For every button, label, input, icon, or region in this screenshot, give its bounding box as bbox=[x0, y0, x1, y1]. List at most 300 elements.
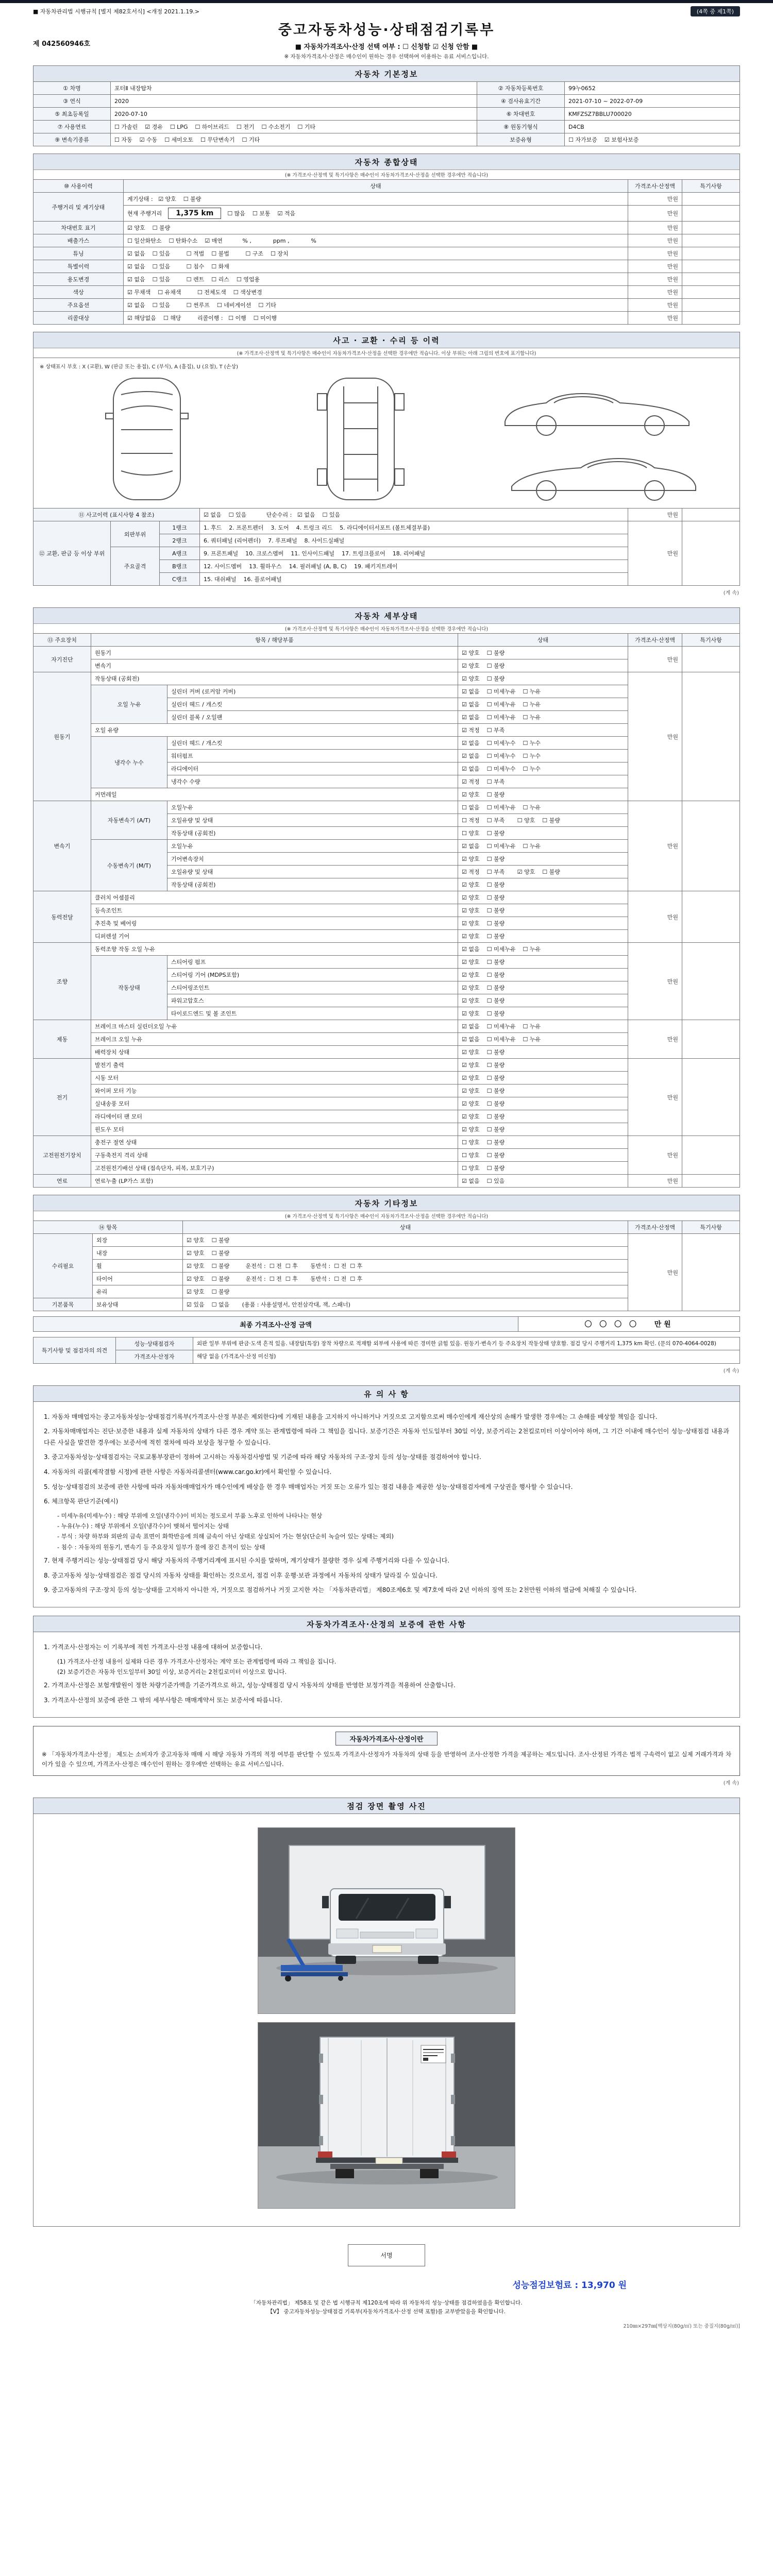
price-survey-definition-box bbox=[33, 1726, 740, 1776]
field-label: 특기사항 bbox=[682, 180, 740, 193]
field-value: 2020-07-10 bbox=[111, 108, 477, 121]
field-label: ⑦ 사용연료 bbox=[33, 121, 111, 133]
field-value bbox=[682, 891, 740, 943]
price-unit-cell: 만원 bbox=[628, 1020, 682, 1059]
continued-marker: (계 속) bbox=[723, 1780, 739, 1786]
table-row bbox=[33, 133, 740, 146]
field-value: 작동상태 (공회전) bbox=[91, 672, 458, 685]
table-row bbox=[33, 1350, 740, 1363]
table-row bbox=[33, 1175, 740, 1188]
section-title: 자동차 기타정보 bbox=[355, 1199, 418, 1208]
state-checkbox-cell[interactable]: ☑ 양호 ☐ 불량 bbox=[458, 672, 628, 685]
page-number-badge: (4쪽 중 제1쪽) bbox=[691, 6, 740, 16]
car-right-side-diagram[interactable] bbox=[497, 441, 703, 502]
final-table bbox=[33, 1316, 740, 1332]
field-label: C랭크 bbox=[160, 573, 200, 586]
form-reference: ■ 자동차관리법 시행규칙 [별지 제82호서식] <개정 2021.1.19.> bbox=[33, 8, 200, 15]
state-checkbox-cell[interactable]: ☑ 양호 ☐ 불량 bbox=[458, 904, 628, 917]
field-value: 커먼레일 bbox=[91, 788, 458, 801]
field-value: 작동상태 (공회전) bbox=[167, 878, 458, 891]
state-checkbox-cell[interactable]: ☐ 양호 ☐ 불량 bbox=[458, 1149, 628, 1162]
table-row bbox=[33, 801, 740, 814]
field-value: 클러치 어셈블리 bbox=[91, 891, 458, 904]
table-row bbox=[33, 672, 740, 685]
notice-item: 8. 중고자동차 성능·상태점검은 점검 당시의 자동차 상태를 확인하는 것으로서, 점검 이후 운행·보관 과정에서 자동차의 상태가 달라질 수 있습니다. bbox=[44, 1571, 438, 1579]
state-checkbox-cell[interactable]: ☑ 없음 ☐ 미세누유 ☐ 누유 bbox=[458, 1033, 628, 1046]
accident-history-section bbox=[33, 332, 740, 586]
field-value: 와이퍼 모터 기능 bbox=[91, 1084, 458, 1097]
table-row bbox=[33, 943, 740, 956]
field-value bbox=[682, 521, 740, 586]
field-value: 오일누유 bbox=[167, 840, 458, 853]
field-value bbox=[682, 509, 740, 521]
table-row bbox=[33, 1317, 740, 1332]
field-value: 9. 프론트패널 10. 크로스멤버 11. 인사이드패널 17. 트렁크플로어 18. 리어패널 bbox=[200, 547, 628, 560]
state-checkbox-cell[interactable]: ☑ 없음 ☐ 있음 단순수리 : ☑ 없음 ☐ 있음 bbox=[200, 509, 628, 521]
section-note: (※ 가격조사·산정액 및 특기사항은 매수인이 자동차가격조사·산정을 선택한 경우에만 적습니다) bbox=[33, 1211, 740, 1221]
field-label: 용도변경 bbox=[33, 273, 124, 286]
field-label: 수리필요 bbox=[33, 1234, 93, 1298]
state-checkbox-cell[interactable]: ☑ 양호 ☐ 불량 bbox=[458, 788, 628, 801]
field-value: 실린더 커버 (로커암 커버) bbox=[167, 685, 458, 698]
price-unit-cell: 만원 bbox=[628, 234, 682, 247]
field-value: 휠 bbox=[93, 1260, 183, 1273]
field-value: 연료누출 (LP가스 포함) bbox=[91, 1175, 458, 1188]
field-label: ⑧ 원동기형식 bbox=[477, 121, 565, 133]
field-label: 튜닝 bbox=[33, 247, 124, 260]
field-label: 기본품목 bbox=[33, 1298, 93, 1311]
accident-table-host bbox=[33, 508, 740, 586]
state-checkbox-cell[interactable]: ☑ 양호 ☐ 불량 bbox=[458, 1072, 628, 1084]
remarks-table bbox=[33, 1337, 740, 1364]
state-checkbox-cell[interactable]: ☑ 양호 ☐ 불량 bbox=[458, 878, 628, 891]
state-checkbox-cell[interactable]: ☑ 없음 ☐ 있음 ☐ 썬루프 ☐ 네비게이션 ☐ 기타 bbox=[124, 299, 628, 312]
state-checkbox-cell[interactable]: ☑ 양호 ☐ 불량 bbox=[183, 1247, 628, 1260]
price-unit-cell: 만원 bbox=[628, 1234, 682, 1311]
photo-front-truck bbox=[258, 1828, 515, 2013]
table-row bbox=[33, 521, 740, 534]
field-value: 해당 없음 (가격조사·산정 미신청) bbox=[193, 1350, 740, 1363]
field-value: 타이어 bbox=[93, 1273, 183, 1285]
scan-top-edge bbox=[0, 0, 773, 3]
field-label: 제동 bbox=[33, 1020, 91, 1059]
field-value: 스티어링조인트 bbox=[167, 981, 458, 994]
guarantee-item: 1. 가격조사·산정자는 이 기록부에 적힌 가격조사·산정 내용에 대하여 보증합니다. bbox=[44, 1643, 263, 1651]
table-row bbox=[33, 1337, 740, 1350]
field-label: A랭크 bbox=[160, 547, 200, 560]
table-row bbox=[33, 286, 740, 299]
page-chunk-1 bbox=[33, 65, 740, 596]
field-value: 동력조향 작동 오일 누유 bbox=[91, 943, 458, 956]
field-value: 추진축 및 베어링 bbox=[91, 917, 458, 930]
state-checkbox-cell[interactable]: ☑ 양호 ☐ 불량 bbox=[124, 222, 628, 234]
signature-field[interactable] bbox=[348, 2244, 425, 2266]
basic-info-table-host bbox=[33, 81, 740, 146]
notice-section bbox=[33, 1385, 740, 1608]
field-value: 실린더 헤드 / 개스킷 bbox=[167, 737, 458, 750]
insurance-label: 성능점검보험료 : bbox=[512, 2280, 579, 2291]
field-label: ⑭ 항목 bbox=[33, 1221, 183, 1234]
field-value: 2020 bbox=[111, 95, 477, 108]
table-row bbox=[33, 1020, 740, 1033]
field-value bbox=[682, 299, 740, 312]
state-checkbox-cell[interactable]: ☑ 없음 ☐ 미세누유 ☐ 누유 bbox=[458, 943, 628, 956]
field-value bbox=[682, 1059, 740, 1136]
state-checkbox-cell[interactable]: ☑ 양호 ☐ 불량 bbox=[458, 994, 628, 1007]
state-checkbox-cell[interactable]: ☑ 해당없음 ☐ 해당 리콜이행 : ☐ 이행 ☐ 미이행 bbox=[124, 312, 628, 325]
field-label: 주요골격 bbox=[111, 547, 160, 586]
state-checkbox-cell[interactable]: ☑ 양호 ☐ 불량 bbox=[458, 1059, 628, 1072]
page-chunk-2 bbox=[33, 607, 740, 1374]
state-checkbox-cell[interactable]: ☑ 양호 ☐ 불량 bbox=[458, 659, 628, 672]
field-value: 등속조인트 bbox=[91, 904, 458, 917]
footer-line-2: 【Ⅴ】 중고자동차성능·상태점검 기록부(자동차가격조사·산정 선택 포함)를 교부받았음을 확인합니다. bbox=[267, 2309, 506, 2315]
state-checkbox-cell[interactable]: ☑ 양호 ☐ 불량 bbox=[458, 1046, 628, 1059]
price-unit-cell: 만원 bbox=[628, 1136, 682, 1175]
inspection-photo-rear bbox=[258, 2022, 515, 2209]
state-checkbox-cell[interactable]: ☑ 없음 ☐ 있음 ☐ 침수 ☐ 화재 bbox=[124, 260, 628, 273]
price-unit-cell: 만원 bbox=[628, 260, 682, 273]
continued-marker: (계 속) bbox=[723, 590, 739, 596]
field-value: 오일유량 및 상태 bbox=[167, 866, 458, 878]
state-checkbox-cell[interactable]: ☐ 자가보증 ☑ 보험사보증 bbox=[565, 133, 740, 146]
definition-title: 자동차가격조사·산정이란 bbox=[335, 1732, 437, 1745]
comp-table bbox=[33, 179, 740, 325]
state-checkbox-cell[interactable]: ☑ 양호 ☐ 불량 운전석 : ☐ 전 ☐ 후 동반석 : ☐ 전 ☐ 후 bbox=[183, 1273, 628, 1285]
field-label: 가격조사·산정액 bbox=[628, 1221, 682, 1234]
price-unit-cell: 만원 bbox=[628, 647, 682, 672]
state-checkbox-cell[interactable]: ☑ 양호 ☐ 불량 bbox=[458, 1123, 628, 1136]
table-row bbox=[33, 1059, 740, 1072]
field-value: 보유상태 bbox=[93, 1298, 183, 1311]
state-checkbox-cell[interactable]: ☑ 양호 ☐ 불량 bbox=[458, 930, 628, 943]
price-unit-cell: 만원 bbox=[628, 273, 682, 286]
field-label: 변속기 bbox=[33, 801, 91, 891]
notice-subitem: - 부식 : 차량 하부와 외판의 금속 표면이 화학반응에 의해 금속이 아닌 상태로 상실되어 가는 현상(단순히 녹슬어 있는 상태는 제외) bbox=[57, 1533, 394, 1540]
state-checkbox-cell[interactable]: ☐ 없음 ☐ 미세누유 ☐ 누유 bbox=[458, 801, 628, 814]
field-value: 파워고압호스 bbox=[167, 994, 458, 1007]
table-row bbox=[33, 634, 740, 647]
state-checkbox-cell[interactable]: ☑ 없음 ☐ 미세누유 ☐ 누유 bbox=[458, 1020, 628, 1033]
field-value: 디퍼렌셜 기어 bbox=[91, 930, 458, 943]
current-mileage-value: 1,375 km bbox=[168, 208, 221, 219]
field-label: 조향 bbox=[33, 943, 91, 1020]
state-checkbox-cell[interactable]: ☑ 없음 ☐ 미세누수 ☐ 누수 bbox=[458, 737, 628, 750]
signature-label: 서명 bbox=[380, 2251, 393, 2259]
car-left-side-diagram[interactable] bbox=[497, 376, 703, 437]
accident-table bbox=[33, 508, 740, 586]
title-block bbox=[33, 19, 740, 60]
state-checkbox-cell[interactable]: ☑ 양호 ☐ 불량 bbox=[458, 647, 628, 659]
price-survey-choice[interactable]: ■ 자동차가격조사·산정 선택 여부 : ☐ 신청함 ☑ 신청 안함 ■ bbox=[295, 43, 478, 51]
field-value: 99누0652 bbox=[565, 82, 740, 95]
state-mark-legend: ※ 상태표시 부호 : X (교환), W (판금 또는 용접), C (부식), A (흠집), U (요철), T (손상) bbox=[40, 364, 239, 370]
field-value: 유리 bbox=[93, 1285, 183, 1298]
photos-area bbox=[33, 1814, 740, 2227]
field-label: 리콜대상 bbox=[33, 312, 124, 325]
mileage-prefix: 현재 주행거리 bbox=[127, 210, 162, 217]
state-checkbox-cell[interactable]: ☑ 양호 ☐ 불량 bbox=[458, 1084, 628, 1097]
table-row bbox=[33, 180, 740, 193]
comprehensive-table-host bbox=[33, 179, 740, 325]
table-row bbox=[33, 82, 740, 95]
notice-subitem: - 침수 : 자동차의 원동기, 변속기 등 주요장치 일부가 물에 잠긴 흔적이 있는 상태 bbox=[57, 1543, 265, 1551]
detail-table-host bbox=[33, 633, 740, 1188]
detail-state-section bbox=[33, 607, 740, 1188]
notice-subitem: - 미세누유(미세누수) : 해당 부위에 오일(냉각수)이 비치는 정도로서 부품 노후로 인하여 나타나는 현상 bbox=[57, 1512, 323, 1519]
field-value: 기어변속장치 bbox=[167, 853, 458, 866]
field-label: ⑥ 차대번호 bbox=[477, 108, 565, 121]
mileage-cell[interactable] bbox=[124, 206, 628, 222]
field-label: ⑨ 변속기종류 bbox=[33, 133, 111, 146]
state-checkbox-cell[interactable]: ☑ 양호 ☐ 불량 bbox=[458, 1110, 628, 1123]
field-value: 라디에이터 팬 모터 bbox=[91, 1110, 458, 1123]
field-value: 원동기 bbox=[91, 647, 458, 659]
state-checkbox-cell[interactable]: ☑ 양호 ☐ 불량 bbox=[458, 891, 628, 904]
inspection-photo-front bbox=[258, 1827, 515, 2014]
field-label: ⑤ 최초등록일 bbox=[33, 108, 111, 121]
field-value: 충전구 절연 상태 bbox=[91, 1136, 458, 1149]
section-note: (※ 가격조사·산정액 및 특기사항은 매수인이 자동차가격조사·산정을 선택한 경우에만 적습니다) bbox=[33, 170, 740, 179]
section-header-guarantee bbox=[33, 1616, 740, 1632]
state-checkbox-cell[interactable]: ☐ 일산화탄소 ☐ 탄화수소 ☑ 매연 % , ppm , % bbox=[124, 234, 628, 247]
document-title: 중고자동차성능·상태점검기록부 bbox=[278, 22, 495, 38]
footer-line-1: 「자동차관리법」 제58조 및 같은 법 시행규칙 제120조에 따라 위 자동차의 성능·상태를 점검하였음을 확인합니다. bbox=[250, 2299, 523, 2306]
etc-table bbox=[33, 1221, 740, 1311]
state-checkbox-cell[interactable]: ☑ 양호 ☐ 불량 bbox=[458, 956, 628, 969]
continued-marker: (계 속) bbox=[723, 1368, 739, 1374]
field-label: 2랭크 bbox=[160, 534, 200, 547]
field-value: 고전원전기배선 상태 (접속단자, 피복, 보호기구) bbox=[91, 1162, 458, 1175]
field-value: 타이로드엔드 및 볼 조인트 bbox=[167, 1007, 458, 1020]
guarantee-item: 3. 가격조사·산정의 보증에 관한 그 밖의 세부사항은 매매계약서 또는 보증서에 따릅니다. bbox=[44, 1697, 282, 1704]
section-header-etc bbox=[33, 1195, 740, 1211]
field-label: 배출가스 bbox=[33, 234, 124, 247]
field-label: 특기사항 bbox=[682, 634, 740, 647]
state-checkbox-cell[interactable]: ☐ 가솔린 ☑ 경유 ☐ LPG ☐ 하이브리드 ☐ 전기 ☐ 수소전기 ☐ 기타 bbox=[111, 121, 477, 133]
field-label: 주행거리 및 계기상태 bbox=[33, 193, 124, 222]
field-label: ⑫ 교환, 판금 등 이상 부위 bbox=[33, 521, 111, 586]
table-row bbox=[33, 234, 740, 247]
price-unit-cell: 만원 bbox=[628, 206, 682, 222]
price-unit-cell: 만원 bbox=[628, 312, 682, 325]
price-unit-cell: 만원 bbox=[628, 286, 682, 299]
section-title: 자동차 종합상태 bbox=[355, 158, 418, 167]
notice-subitem: - 누유(누수) : 해당 부위에서 오일(냉각수)이 맺혀서 떨어지는 상태 bbox=[57, 1522, 229, 1530]
state-checkbox-cell[interactable]: ☐ 양호 ☐ 불량 bbox=[458, 1136, 628, 1149]
field-value: 스티어링 기어 (MDPS포함) bbox=[167, 969, 458, 981]
field-value: 12. 사이드멤버 13. 휠하우스 14. 필러패널 (A, B, C) 19. 패키지트레이 bbox=[200, 560, 628, 573]
field-value: 실내송풍 모터 bbox=[91, 1097, 458, 1110]
field-value: 오일유량 및 상태 bbox=[167, 814, 458, 827]
state-checkbox-cell[interactable]: ☑ 양호 ☐ 불량 bbox=[458, 1097, 628, 1110]
field-value: 〇 〇 〇 〇 만원 bbox=[518, 1317, 740, 1332]
field-label: 수동변속기 (M/T) bbox=[91, 840, 167, 891]
notice-item: 4. 자동차의 리콜(제작결함 시정)에 관한 사항은 자동차리콜센터(www.car.go.kr)에서 확인할 수 있습니다. bbox=[44, 1468, 332, 1476]
field-value: 외판 일부 부위에 판금·도색 흔적 있음. 내장탑(특장) 장착 차량으로 적재함 외부에 사용에 따른 경미한 긁힘 있음. 원동기·변속기 등 주요장치 작동상태 양호함. 점검 당시 주행거리 1,375 km 확인. (문의 070-4064-0028) bbox=[193, 1337, 740, 1350]
state-checkbox-cell[interactable]: ☐ 적정 ☐ 부족 ☐ 양호 ☐ 불량 bbox=[458, 814, 628, 827]
state-checkbox-cell[interactable]: ☑ 양호 ☐ 불량 bbox=[458, 917, 628, 930]
field-label: ② 자동차등록번호 bbox=[477, 82, 565, 95]
state-checkbox-cell[interactable]: ☑ 무채색 ☐ 유채색 ☐ 전체도색 ☐ 색상변경 bbox=[124, 286, 628, 299]
field-label: 주요옵션 bbox=[33, 299, 124, 312]
field-value: 6. 쿼터패널 (리어펜더) 7. 루프패널 8. 사이드실패널 bbox=[200, 534, 628, 547]
state-checkbox-cell[interactable]: ☑ 없음 ☐ 미세누유 ☐ 누유 bbox=[458, 840, 628, 853]
state-checkbox-cell[interactable]: ☑ 양호 ☐ 불량 운전석 : ☐ 전 ☐ 후 동반석 : ☐ 전 ☐ 후 bbox=[183, 1260, 628, 1273]
field-value bbox=[682, 1175, 740, 1188]
field-value: 시동 모터 bbox=[91, 1072, 458, 1084]
field-label: 특기사항 bbox=[682, 1221, 740, 1234]
table-row bbox=[33, 247, 740, 260]
notice-item: 1. 자동차 매매업자는 중고자동차성능·상태점검기록부(가격조사·산정 부분은 제외한다)에 기재된 내용을 고지하지 아니하거나 거짓으로 고지함으로써 매수인에게 재산상의 손해가 발생한 경우에는 그 손해를 배상할 책임을 집니다. bbox=[44, 1413, 658, 1420]
car-top-view-diagram[interactable] bbox=[70, 372, 224, 506]
state-checkbox-cell[interactable]: ☑ 없음 ☐ 미세누수 ☐ 누수 bbox=[458, 750, 628, 762]
field-value: KMFZSZ7BBLU700020 bbox=[565, 108, 740, 121]
price-unit-cell: 만원 bbox=[628, 1059, 682, 1136]
field-label: ⑬ 주요장치 bbox=[33, 634, 91, 647]
field-value: 외장 bbox=[93, 1234, 183, 1247]
field-value: 작동상태 (공회전) bbox=[167, 827, 458, 840]
state-checkbox-cell[interactable]: ☑ 없음 ☐ 미세누유 ☐ 누유 bbox=[458, 698, 628, 711]
price-unit-cell: 만원 bbox=[628, 521, 682, 586]
state-checkbox-cell[interactable]: 계기상태 : ☑ 양호 ☐ 불량 bbox=[124, 193, 628, 206]
field-label: ⑩ 사용이력 bbox=[33, 180, 124, 193]
state-checkbox-cell[interactable]: ☑ 없음 ☐ 있음 ☐ 렌트 ☐ 리스 ☐ 영업용 bbox=[124, 273, 628, 286]
state-checkbox-cell[interactable]: ☑ 없음 ☐ 미세누수 ☐ 누수 bbox=[458, 762, 628, 775]
etc-info-section bbox=[33, 1195, 740, 1311]
car-diagram-panel bbox=[33, 358, 740, 508]
basic-table bbox=[33, 81, 740, 146]
field-value bbox=[682, 260, 740, 273]
state-checkbox-cell[interactable]: ☑ 양호 ☐ 불량 bbox=[458, 1007, 628, 1020]
field-value: 배력장치 상태 bbox=[91, 1046, 458, 1059]
field-label: ③ 연식 bbox=[33, 95, 111, 108]
state-checkbox-cell[interactable]: ☑ 적정 ☐ 부족 bbox=[458, 724, 628, 737]
state-checkbox-cell[interactable]: ☑ 양호 ☐ 불량 bbox=[458, 981, 628, 994]
field-value bbox=[682, 1234, 740, 1311]
field-label: ④ 검사유효기간 bbox=[477, 95, 565, 108]
section-title: 자동차가격조사·산정의 보증에 관한 사항 bbox=[307, 1620, 466, 1630]
field-value: 오일누유 bbox=[167, 801, 458, 814]
state-checkbox-cell[interactable]: ☑ 없음 ☐ 미세누유 ☐ 누유 bbox=[458, 685, 628, 698]
field-value bbox=[682, 647, 740, 672]
state-checkbox-cell[interactable]: ☑ 양호 ☐ 불량 bbox=[458, 969, 628, 981]
section-header-detail bbox=[33, 607, 740, 623]
page-chunk-3 bbox=[33, 1385, 740, 1786]
field-value: 변속기 bbox=[91, 659, 458, 672]
field-value bbox=[682, 234, 740, 247]
table-row bbox=[33, 509, 740, 521]
state-checkbox-cell[interactable]: ☐ 양호 ☐ 불량 bbox=[458, 827, 628, 840]
table-row bbox=[33, 312, 740, 325]
price-unit-cell: 만원 bbox=[628, 509, 682, 521]
car-underbody-diagram[interactable] bbox=[283, 372, 438, 506]
price-unit-cell: 만원 bbox=[628, 801, 682, 891]
field-label: 오일 누유 bbox=[91, 685, 167, 724]
state-checkbox-cell[interactable]: ☐ 양호 ☐ 불량 bbox=[458, 1162, 628, 1175]
state-checkbox-cell[interactable]: ☑ 없음 ☐ 미세누유 ☐ 누유 bbox=[458, 711, 628, 724]
notice-item: 2. 자동차매매업자는 진단·보증한 내용과 실제 자동차의 상태가 다른 경우 계약 또는 관계법령에 따라 그 책임을 집니다. 보증기간은 자동차 인도일부터 30일 이상, 보증거리는 2천킬로미터 이상이어야 하며, 그 기간 이내에 매수인이 성능·상태점검 내용과 다른 사실을 발견한 경우에는 보증서에 적힌 절차에 따라 보상을 청구할 수 있습니다. bbox=[44, 1428, 729, 1446]
table-row bbox=[33, 1221, 740, 1234]
notice-item: 6. 체크항목 판단기준(예시) bbox=[44, 1498, 119, 1505]
state-checkbox-cell[interactable]: ☑ 없음 ☐ 있음 bbox=[458, 1175, 628, 1188]
field-label: 차대번호 표기 bbox=[33, 222, 124, 234]
field-label: 항목 / 해당부품 bbox=[91, 634, 458, 647]
field-value bbox=[682, 206, 740, 222]
field-label: 1랭크 bbox=[160, 521, 200, 534]
field-value bbox=[682, 943, 740, 1020]
car-diagrams bbox=[40, 372, 733, 506]
table-row bbox=[33, 647, 740, 659]
field-label: 가격조사·산정자 bbox=[116, 1350, 193, 1363]
field-value bbox=[682, 193, 740, 206]
state-checkbox-cell[interactable]: ☑ 없음 ☐ 있음 ☐ 적법 ☐ 불법 ☐ 구조 ☐ 장치 bbox=[124, 247, 628, 260]
field-value: 발전기 출력 bbox=[91, 1059, 458, 1072]
state-checkbox-cell[interactable]: ☑ 양호 ☐ 불량 bbox=[458, 853, 628, 866]
state-checkbox-cell[interactable]: ☑ 양호 ☐ 불량 bbox=[183, 1234, 628, 1247]
field-label: 가격조사·산정액 bbox=[628, 180, 682, 193]
price-unit-cell: 만원 bbox=[628, 247, 682, 260]
inspection-photos-section bbox=[33, 1798, 740, 2227]
section-title: 자동차 세부상태 bbox=[355, 612, 418, 621]
notice-item: 3. 중고자동차성능·상태점검자는 국토교통부장관이 정하여 고시하는 자동차검사방법 및 기준에 따라 해당 자동차의 구조·장치 등의 성능·상태를 점검하여야 합니다. bbox=[44, 1453, 482, 1461]
final-price-table-host bbox=[33, 1316, 740, 1332]
photo-rear-truck bbox=[258, 2023, 515, 2208]
state-checkbox-cell[interactable]: ☐ 자동 ☑ 수동 ☐ 세미오토 ☐ 무단변속기 ☐ 기타 bbox=[111, 133, 477, 146]
field-label: 상태 bbox=[124, 180, 628, 193]
field-value bbox=[682, 222, 740, 234]
field-label: B랭크 bbox=[160, 560, 200, 573]
state-checkbox-cell[interactable]: ☑ 적정 ☐ 부족 ☑ 양호 ☐ 불량 bbox=[458, 866, 628, 878]
guarantee-list bbox=[33, 1632, 740, 1718]
field-label: 색상 bbox=[33, 286, 124, 299]
state-checkbox-cell[interactable]: ☑ 있음 ☐ 없음 (용품 : 사용설명서, 안전삼각대, 잭, 스패너) bbox=[183, 1298, 628, 1311]
table-row bbox=[33, 299, 740, 312]
section-header-accident bbox=[33, 332, 740, 348]
definition-text: ※ 「자동차가격조사·산정」 제도는 소비자가 중고자동차 매매 시 해당 자동차 가격의 적정 여부를 판단할 수 있도록 가격조사·산정자가 자동차의 상태 등을 반영하여 조사·산정한 가격을 제공하는 제도입니다. 조사·산정된 가격은 법적 구속력이 없고 실제 거래가격과 차이가 있을 수 있으며, 가격조사·산정은 매수인이 원하는 경우에만 선택하는 유료 서비스입니다. bbox=[42, 1750, 731, 1768]
price-unit-cell: 만원 bbox=[628, 222, 682, 234]
mileage-range-options[interactable]: ☐ 많음 ☐ 보통 ☑ 적음 bbox=[227, 210, 296, 217]
car-side-view-diagrams bbox=[497, 376, 703, 502]
field-value bbox=[682, 247, 740, 260]
price-unit-cell: 만원 bbox=[628, 299, 682, 312]
field-label: 특별이력 bbox=[33, 260, 124, 273]
field-value: 실린더 헤드 / 개스킷 bbox=[167, 698, 458, 711]
field-value: 15. 대쉬패널 16. 플로어패널 bbox=[200, 573, 628, 586]
field-value: 스티어링 펌프 bbox=[167, 956, 458, 969]
table-row bbox=[33, 121, 740, 133]
field-value bbox=[682, 312, 740, 325]
legal-footer bbox=[33, 2299, 740, 2317]
table-row bbox=[33, 206, 740, 222]
field-label: 연료 bbox=[33, 1175, 91, 1188]
field-value: 워터펌프 bbox=[167, 750, 458, 762]
state-checkbox-cell[interactable]: ☑ 양호 ☐ 불량 bbox=[183, 1285, 628, 1298]
section-header-photos bbox=[33, 1798, 740, 1814]
basic-info-section bbox=[33, 65, 740, 146]
section-header-basic bbox=[33, 65, 740, 81]
detail-table bbox=[33, 633, 740, 1188]
state-checkbox-cell[interactable]: ☑ 적정 ☐ 부족 bbox=[458, 775, 628, 788]
field-value: 2021-07-10 ~ 2022-07-09 bbox=[565, 95, 740, 108]
inspection-insurance-fee bbox=[33, 2278, 740, 2291]
field-label: 냉각수 누수 bbox=[91, 737, 167, 788]
table-row bbox=[33, 193, 740, 206]
section-note: (※ 가격조사·산정액 및 특기사항은 매수인이 자동차가격조사·산정을 선택한 경우에만 적습니다) bbox=[33, 623, 740, 633]
barcode-sticker bbox=[421, 2045, 446, 2063]
guarantee-subitem: (1) 가격조사·산정 내용이 실제와 다른 경우 가격조사·산정자는 계약 또는 관계법령에 따라 그 책임을 집니다. bbox=[57, 1657, 337, 1665]
table-row bbox=[33, 273, 740, 286]
